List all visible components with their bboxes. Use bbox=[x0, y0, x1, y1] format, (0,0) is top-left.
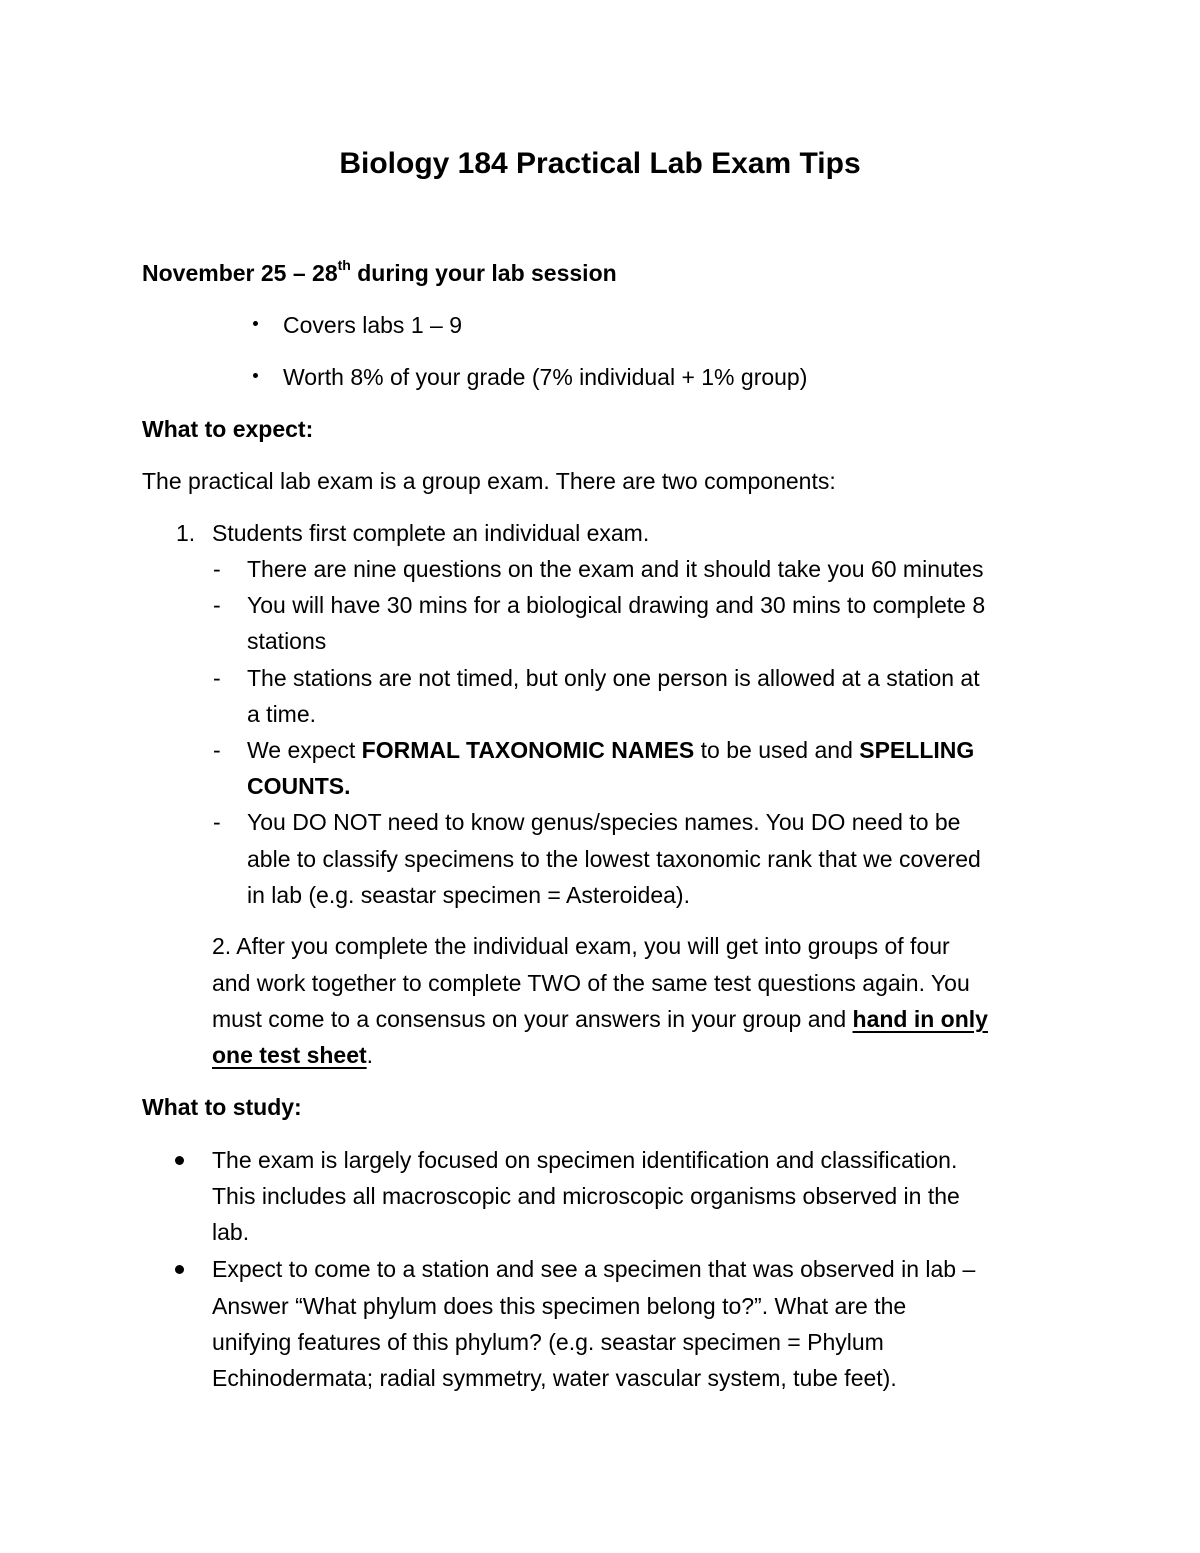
item2-line2: and work together to complete TWO of the same test questions again. You bbox=[212, 970, 970, 996]
study-b2-line4: Echinodermata; radial symmetry, water vascular system, tube feet). bbox=[212, 1365, 897, 1391]
sub-stations-line2: a time. bbox=[247, 701, 317, 727]
sub-classify-line3: in lab (e.g. seastar specimen = Asteroidea). bbox=[247, 882, 690, 908]
bullet-icon bbox=[253, 321, 258, 326]
sub-stations-line1: The stations are not timed, but only one person is allowed at a station at bbox=[247, 665, 980, 691]
expect-intro: The practical lab exam is a group exam. There are two components: bbox=[142, 468, 836, 494]
formal-names-emphasis: FORMAL TAXONOMIC NAMES bbox=[361, 737, 695, 763]
exam-date-prefix: November 25 – 28 bbox=[142, 260, 338, 286]
list-number-1: 1. bbox=[176, 520, 196, 546]
dash-marker: - bbox=[213, 556, 221, 582]
study-b1-line2: This includes all macroscopic and microscopic organisms observed in the bbox=[212, 1183, 960, 1209]
study-b1-line3: lab. bbox=[212, 1219, 250, 1245]
study-b1-line1: The exam is largely focused on specimen identification and classification. bbox=[212, 1147, 958, 1173]
sub-thirty-mins-line2: stations bbox=[247, 628, 327, 654]
dash-marker: - bbox=[213, 737, 221, 763]
one-test-sheet-emphasis: one test sheet bbox=[212, 1042, 367, 1068]
item2-line1: 2. After you complete the individual exam, you will get into groups of four bbox=[212, 933, 950, 959]
sub-formal-names-line2: COUNTS. bbox=[247, 773, 351, 799]
sub-nine-questions: There are nine questions on the exam and it should take you 60 minutes bbox=[247, 556, 984, 582]
dash-marker: - bbox=[213, 665, 221, 691]
bullet-icon bbox=[175, 1156, 184, 1165]
spelling-emphasis: SPELLING bbox=[859, 737, 975, 763]
exam-date-superscript: th bbox=[337, 257, 351, 274]
study-b2-line2: Answer “What phylum does this specimen belong to?”. What are the bbox=[212, 1293, 907, 1319]
sub-classify-line2: able to classify specimens to the lowest taxonomic rank that we covered bbox=[247, 846, 981, 872]
sub-thirty-mins-line1: You will have 30 mins for a biological drawing and 30 mins to complete 8 bbox=[247, 592, 986, 618]
sub-classify-line1: You DO NOT need to know genus/species names. You DO need to be bbox=[247, 809, 961, 835]
exam-date-suffix: during your lab session bbox=[350, 260, 617, 286]
bullet-icon bbox=[175, 1265, 184, 1274]
item1-text: Students first complete an individual exam. bbox=[212, 520, 650, 546]
sub-formal-names-line1: We expect FORMAL TAXONOMIC NAMES to be used and SPELLING bbox=[247, 737, 975, 763]
item2-line4: one test sheet. bbox=[212, 1042, 374, 1068]
hand-in-emphasis: hand in only bbox=[852, 1006, 988, 1032]
study-heading: What to study: bbox=[142, 1094, 302, 1120]
expect-heading: What to expect: bbox=[142, 416, 314, 442]
study-b2-line1: Expect to come to a station and see a specimen that was observed in lab – bbox=[212, 1256, 976, 1282]
bullet-icon bbox=[253, 373, 258, 378]
bullet-covers-labs: Covers labs 1 – 9 bbox=[283, 312, 462, 338]
page-title: Biology 184 Practical Lab Exam Tips bbox=[339, 147, 861, 180]
dash-marker: - bbox=[213, 592, 221, 618]
item2-line3: must come to a consensus on your answers in your group and hand in only bbox=[212, 1006, 988, 1032]
study-b2-line3: unifying features of this phylum? (e.g. seastar specimen = Phylum bbox=[212, 1329, 884, 1355]
bullet-grade-weight: Worth 8% of your grade (7% individual + 1% group) bbox=[283, 364, 808, 390]
dash-marker: - bbox=[213, 809, 221, 835]
exam-date-line bbox=[142, 255, 617, 291]
